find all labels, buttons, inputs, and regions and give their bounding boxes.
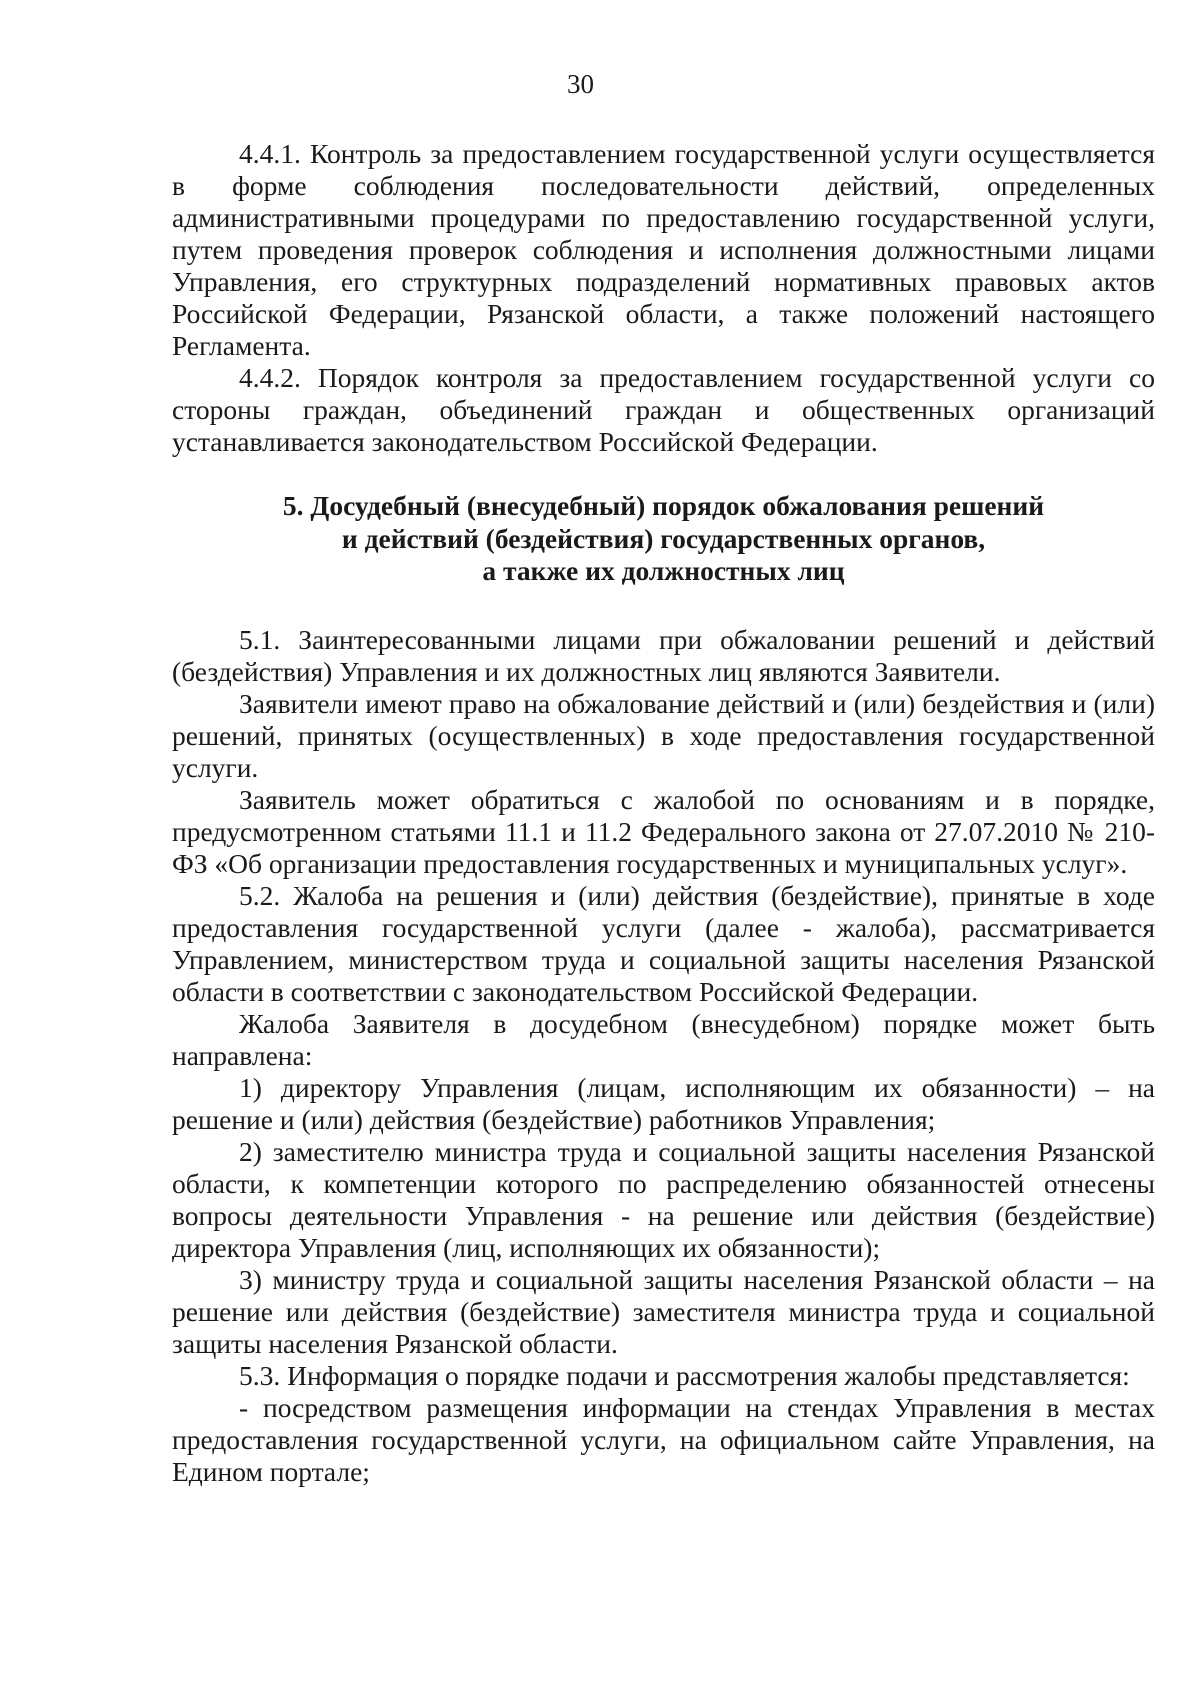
section-heading-line-1: 5. Досудебный (внесудебный) порядок обжалования решений — [282, 490, 1045, 521]
paragraph-4-4-2: 4.4.2. Порядок контроля за предоставлением государственной услуги со стороны граждан, объединений граждан и общественных организаций устанавливается законодательством Российской Федерации. — [172, 362, 1155, 457]
paragraph-complaint-direction: Жалоба Заявителя в досудебном (внесудебном) порядке может быть направлена: — [172, 1007, 1155, 1071]
list-item-2: 2) заместителю министра труда и социальной защиты населения Рязанской области, к компетенции которого по распределению обязанностей отнесены вопросы деятельности Управления - на решение или действия (бездействие) директора Управления (лиц, исполняющих их обязанности); — [172, 1135, 1155, 1263]
paragraph-complaint-basis: Заявитель может обратиться с жалобой по основаниям и в порядке, предусмотренном статьями 11.1 и 11.2 Федерального закона от 27.07.2010 № 210-ФЗ «Об организации предоставления государственных и муниципальных услуг». — [172, 783, 1155, 879]
section-heading-line-3: а также их должностных лиц — [482, 555, 845, 586]
paragraph-5-1: 5.1. Заинтересованными лицами при обжаловании решений и действий (бездействия) Управления и их должностных лиц являются Заявители. — [172, 623, 1155, 687]
paragraph-5-3: 5.3. Информация о порядке подачи и рассмотрения жалобы представляется: — [239, 1359, 1130, 1391]
list-item-dash: - посредством размещения информации на стендах Управления в местах предоставления государственной услуги, на официальном сайте Управления, на Едином портале; — [172, 1391, 1155, 1487]
list-item-3: 3) министру труда и социальной защиты населения Рязанской области – на решение или действия (бездействие) заместителя министра труда и социальной защиты населения Рязанской области. — [172, 1263, 1155, 1359]
paragraph-4-4-1: 4.4.1. Контроль за предоставлением государственной услуги осуществляется в форме соблюдения последовательности действий, определенных административными процедурами по предоставлению государственной услуги, путем проведения проверок соблюдения и исполнения должностными лицами Управления, его структурных подразделений нормативных правовых актов Российской Федерации, Рязанской области, а также положений настоящего Регламента. — [172, 138, 1155, 361]
section-heading-line-2: и действий (бездействия) государственных органов, — [341, 522, 986, 554]
paragraph-applicants-rights: Заявители имеют право на обжалование действий и (или) бездействия и (или) решений, принятых (осуществленных) в ходе предоставления государственной услуги. — [172, 687, 1155, 783]
section-heading — [172, 490, 1155, 588]
paragraph-5-2: 5.2. Жалоба на решения и (или) действия (бездействие), принятые в ходе предоставления государственной услуги (далее - жалоба), рассматривается Управлением, министерством труда и социальной защиты населения Рязанской области в соответствии с законодательством Российской Федерации. — [172, 879, 1155, 1007]
list-item-1: 1) директору Управления (лицам, исполняющим их обязанности) – на решение и (или) действия (бездействие) работников Управления; — [172, 1071, 1155, 1135]
page-number: 30 — [567, 69, 594, 99]
